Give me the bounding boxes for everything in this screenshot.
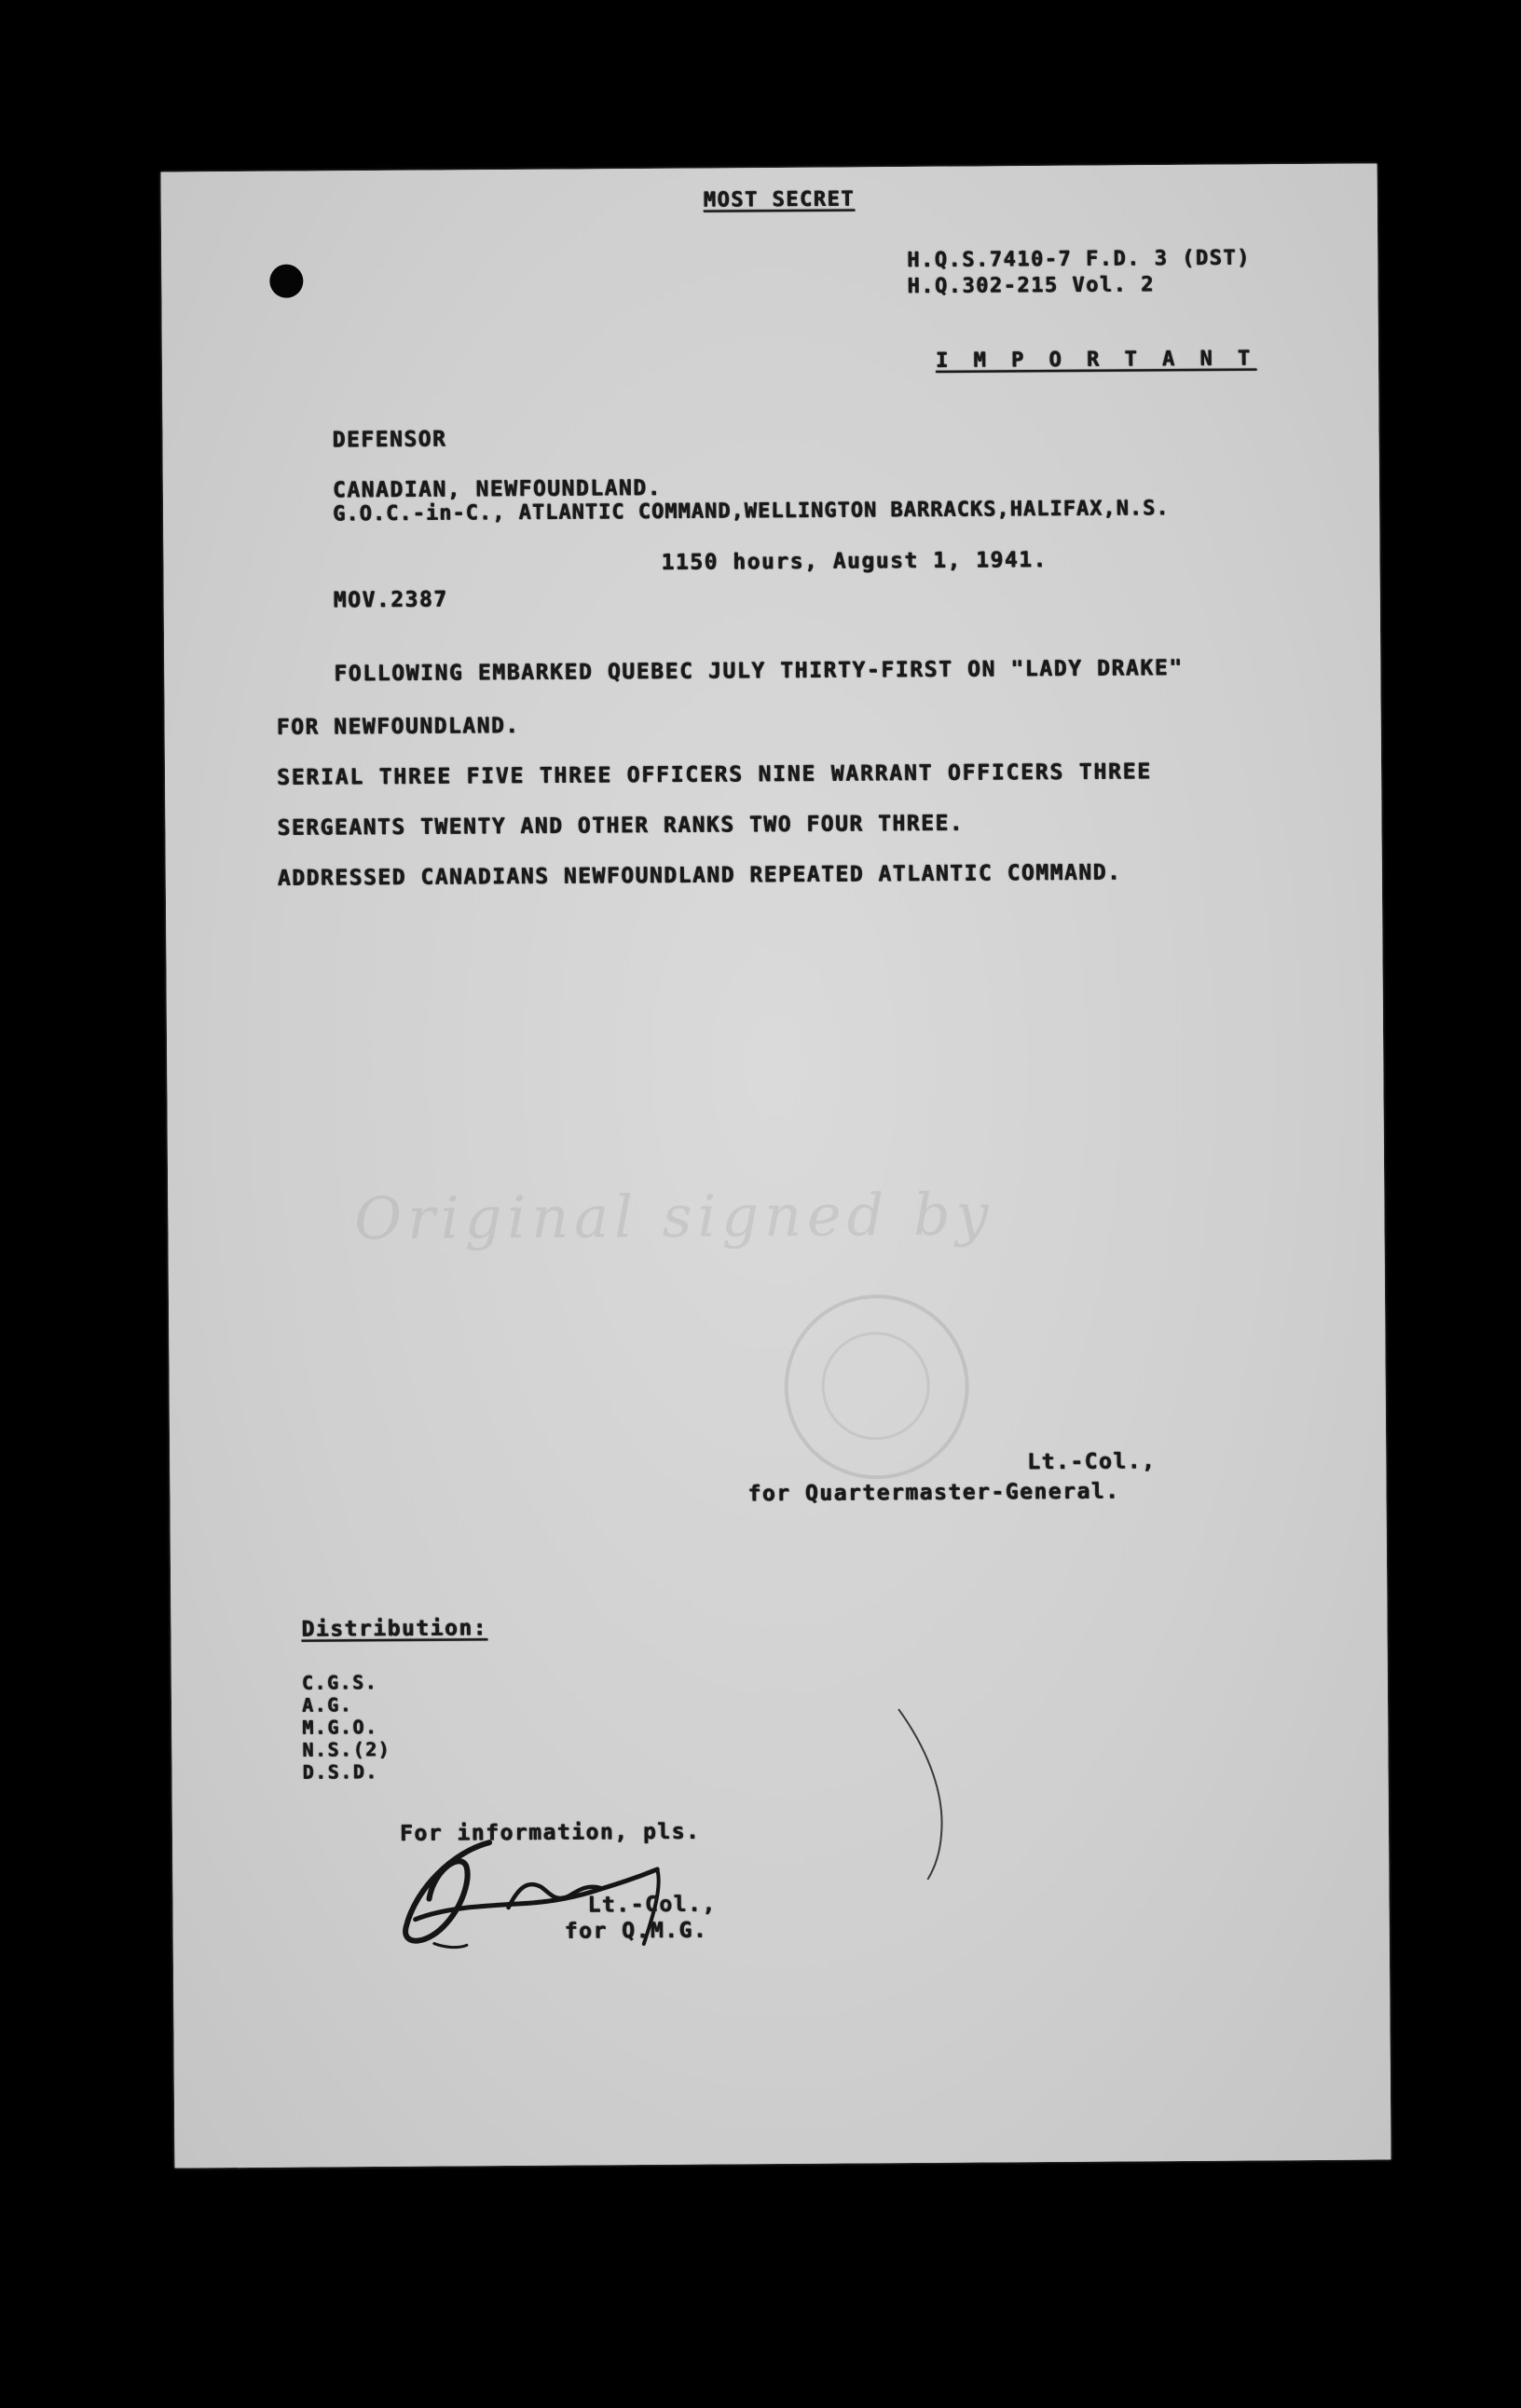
message-line: FOR NEWFOUNDLAND. bbox=[276, 713, 520, 740]
file-reference-2: H.Q.302-215 Vol. 2 bbox=[907, 273, 1155, 298]
message-line: ADDRESSED CANADIANS NEWFOUNDLAND REPEATED ATLANTIC COMMAND. bbox=[277, 860, 1122, 891]
file-reference-1: H.Q.S.7410-7 F.D. 3 (DST) bbox=[907, 246, 1251, 272]
signature-rank: Lt.-Col., bbox=[1027, 1449, 1157, 1475]
information-note: For information, pls. bbox=[399, 1819, 701, 1846]
copy-addressee: G.O.C.-in-C., ATLANTIC COMMAND,WELLINGTON BARRACKS,HALIFAX,N.S. bbox=[333, 497, 1170, 527]
distribution-item: C.G.S. bbox=[301, 1670, 378, 1694]
distribution-item: D.S.D. bbox=[302, 1759, 378, 1784]
message-number: MOV.2387 bbox=[333, 587, 448, 613]
addressee: CANADIAN, NEWFOUNDLAND. bbox=[332, 475, 663, 503]
classification-heading: MOST SECRET bbox=[703, 187, 856, 212]
document-sheet bbox=[161, 163, 1391, 2168]
message-line: FOLLOWING EMBARKED QUEBEC JULY THIRTY-FIRST ON "LADY DRAKE" bbox=[334, 655, 1184, 687]
faint-seal bbox=[784, 1294, 969, 1480]
punch-hole bbox=[269, 265, 303, 298]
distribution-item: N.S.(2) bbox=[302, 1737, 391, 1761]
distribution-item: M.G.O. bbox=[302, 1715, 378, 1739]
signature-for: for Quartermaster-General. bbox=[747, 1479, 1120, 1507]
priority-marking: I M P O R T A N T bbox=[935, 347, 1257, 373]
date-time: 1150 hours, August 1, 1941. bbox=[661, 547, 1048, 575]
sender: DEFENSOR bbox=[332, 427, 447, 453]
pen-stroke-mark bbox=[894, 1704, 951, 1881]
message-line: SERGEANTS TWENTY AND OTHER RANKS TWO FOUR THREE. bbox=[277, 811, 965, 841]
distribution-heading: Distribution: bbox=[301, 1616, 488, 1642]
note-rank: Lt.-Col., bbox=[587, 1892, 717, 1918]
note-for: for Q.M.G. bbox=[564, 1918, 708, 1944]
distribution-item: A.G. bbox=[301, 1693, 353, 1717]
faint-signature-stamp: Original signed by bbox=[354, 1180, 994, 1253]
message-line: SERIAL THREE FIVE THREE OFFICERS NINE WARRANT OFFICERS THREE bbox=[276, 759, 1152, 790]
